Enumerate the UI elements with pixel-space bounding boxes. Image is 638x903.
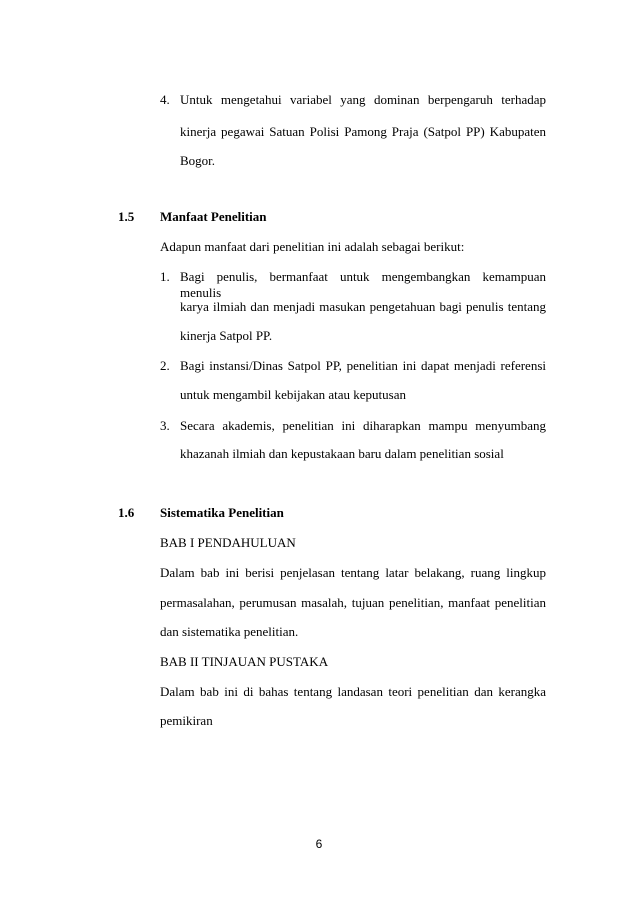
- paragraph-line: pemikiran: [160, 713, 213, 728]
- list-number: 1.: [160, 269, 170, 284]
- paragraph-line: Dalam bab ini di bahas tentang landasan teori penelitian dan kerangka: [160, 684, 546, 699]
- section-title: Manfaat Penelitian: [160, 209, 267, 224]
- chapter-heading: BAB I PENDAHULUAN: [160, 535, 296, 550]
- list-item-line: karya ilmiah dan menjadi masukan pengetahuan bagi penulis tentang: [180, 299, 546, 314]
- list-item-line: Bagi instansi/Dinas Satpol PP, penelitian ini dapat menjadi referensi: [180, 358, 546, 373]
- section-number: 1.5: [118, 209, 135, 224]
- chapter-heading: BAB II TINJAUAN PUSTAKA: [160, 654, 329, 669]
- paragraph: Adapun manfaat dari penelitian ini adalah sebagai berikut:: [160, 239, 465, 254]
- list-item-line: Bagi penulis, bermanfaat untuk mengembangkan kemampuan menulis: [180, 269, 546, 300]
- section-number: 1.6: [118, 505, 135, 520]
- list-item-line: Bogor.: [180, 153, 216, 168]
- section-title: Sistematika Penelitian: [160, 505, 284, 520]
- paragraph-line: dan sistematika penelitian.: [160, 624, 299, 639]
- list-item-line: Untuk mengetahui variabel yang dominan berpengaruh terhadap: [180, 92, 546, 107]
- paragraph-line: Dalam bab ini berisi penjelasan tentang latar belakang, ruang lingkup: [160, 565, 546, 580]
- list-item-line: untuk mengambil kebijakan atau keputusan: [180, 387, 406, 402]
- list-number: 4.: [160, 92, 170, 107]
- list-item-line: Secara akademis, penelitian ini diharapkan mampu menyumbang: [180, 418, 546, 433]
- list-item-line: kinerja Satpol PP.: [180, 328, 273, 343]
- list-item-line: khazanah ilmiah dan kepustakaan baru dalam penelitian sosial: [180, 446, 504, 461]
- paragraph-line: permasalahan, perumusan masalah, tujuan penelitian, manfaat penelitian: [160, 595, 546, 610]
- list-number: 2.: [160, 358, 170, 373]
- list-item-line: kinerja pegawai Satuan Polisi Pamong Praja (Satpol PP) Kabupaten: [180, 124, 546, 139]
- list-number: 3.: [160, 418, 170, 433]
- page-number: 6: [315, 837, 323, 851]
